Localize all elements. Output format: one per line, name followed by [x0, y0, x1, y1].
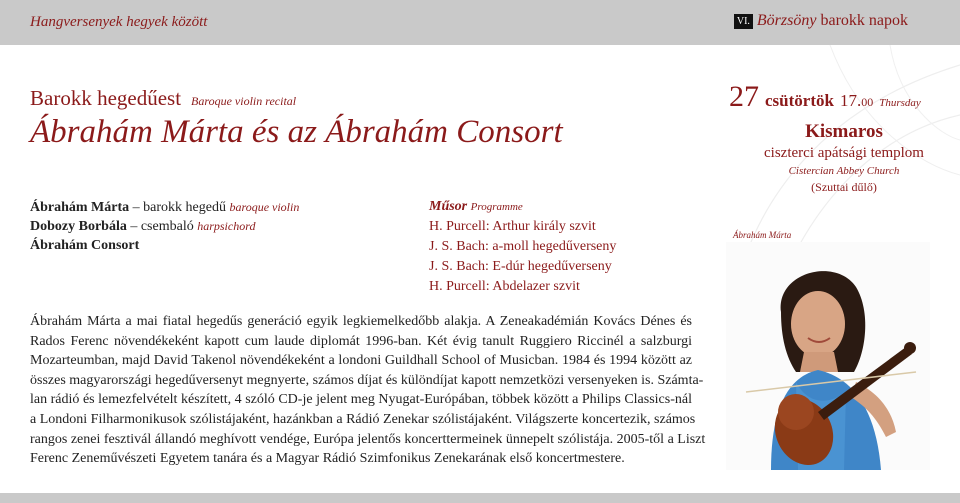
- photo-caption: Ábrahám Márta: [733, 230, 792, 240]
- time-minute: 00: [861, 95, 874, 109]
- bio-line: összes magyarországi hegedűversenyt megnyerte, számos díjat és különdíjat kapott nemzetközi versenyeken is. Számta-: [30, 372, 704, 388]
- performer-item: [30, 217, 299, 236]
- day-number: 27: [729, 80, 759, 113]
- violinist-illustration: [726, 242, 930, 470]
- festival-badge: VI.: [734, 14, 753, 29]
- festival-name: Börzsöny: [756, 12, 817, 29]
- program-item: H. Purcell: Abdelazer szvit: [429, 279, 580, 294]
- performer-role-en: harpsichord: [197, 219, 256, 233]
- program-heading: [429, 197, 616, 217]
- subtitle-en: Baroque violin recital: [191, 94, 297, 108]
- venue-city: Kismaros: [805, 121, 883, 142]
- venue-church: ciszterci apátsági templom: [764, 145, 924, 161]
- program-item: H. Purcell: Arthur király szvit: [429, 219, 596, 234]
- artist-photo: [726, 242, 930, 470]
- program-list: [429, 197, 616, 297]
- weekday-en: Thursday: [879, 97, 921, 109]
- performer-name: Ábrahám Consort: [30, 238, 140, 253]
- performer-separator: –: [129, 200, 144, 215]
- performer-item: [30, 236, 299, 255]
- bio-line: Rados Ferenc növendékeként kapott cum laude diplomát 1996-ban. Két évig tanult Ruggiero Riccinél a salzburgi: [30, 333, 692, 349]
- event-time: [840, 91, 873, 111]
- venue-address: (Szuttai dűlő): [811, 180, 877, 194]
- performer-separator: –: [126, 219, 141, 234]
- festival-rest: barokk napok: [820, 12, 908, 29]
- performer-name: Ábrahám Márta: [30, 200, 130, 215]
- performer-list: [30, 198, 299, 255]
- program-item: J. S. Bach: a-moll hegedűverseny: [429, 239, 617, 254]
- bio-line: Ábrahám Márta a mai fiatal hegedűs generáció egyik legkiemelkedőbb alakja. A Zeneakadémián Kovács Dénes és: [30, 314, 692, 329]
- event-title: Ábrahám Márta és az Ábrahám Consort: [30, 114, 563, 150]
- series-title: Hangversenyek hegyek között: [30, 14, 208, 30]
- subtitle-hu: Barokk hegedűest: [30, 86, 182, 110]
- artist-biography: [30, 312, 706, 469]
- footer-bar: [0, 493, 960, 503]
- event-date: [729, 80, 921, 114]
- performer-role-en: baroque violin: [229, 200, 300, 214]
- festival-title: [734, 12, 908, 30]
- venue-block: [729, 121, 959, 195]
- bio-line: lan rádió és lemezfelvételt készített, 4 szóló CD-je jelent meg Nyugat-Európában, többek között a Philips Classics-nál: [30, 392, 692, 408]
- performer-role: csembaló: [140, 219, 194, 234]
- bio-line: rangos zenei fesztivál állandó meghívott vendége, Európa jelentős koncerttermeinek ünnepelt szólistája. 2005-től a Liszt: [30, 431, 706, 447]
- performer-name: Dobozy Borbála: [30, 219, 127, 234]
- performer-role: barokk hegedű: [143, 200, 226, 215]
- weekday: csütörtök: [765, 91, 834, 110]
- bio-line: Mozarteumban, majd David Takenol növendékeként a londoni Guildhall School of Musicban. 1984 és 1994 között az: [30, 353, 692, 369]
- time-hour: 17.: [839, 91, 862, 110]
- bio-line: a Londoni Filharmonikusok szólistájaként, hazánkban a Rádió Zenekar szólistájaként. Világszerte koncertezik, számos: [30, 411, 696, 427]
- program-label-en: Programme: [470, 201, 523, 213]
- venue-church-en: Cistercian Abbey Church: [788, 165, 900, 177]
- bio-line: Ferenc Zeneművészeti Egyetem tanára és a Magyar Rádió Szimfonikus Zenekarának első koncertmestere.: [30, 451, 625, 467]
- event-subtitle: [30, 86, 296, 111]
- header-bar: [0, 0, 960, 45]
- performer-item: [30, 198, 299, 217]
- program-label: Műsor: [429, 199, 468, 214]
- program-item: J. S. Bach: E-dúr hegedűverseny: [429, 259, 612, 274]
